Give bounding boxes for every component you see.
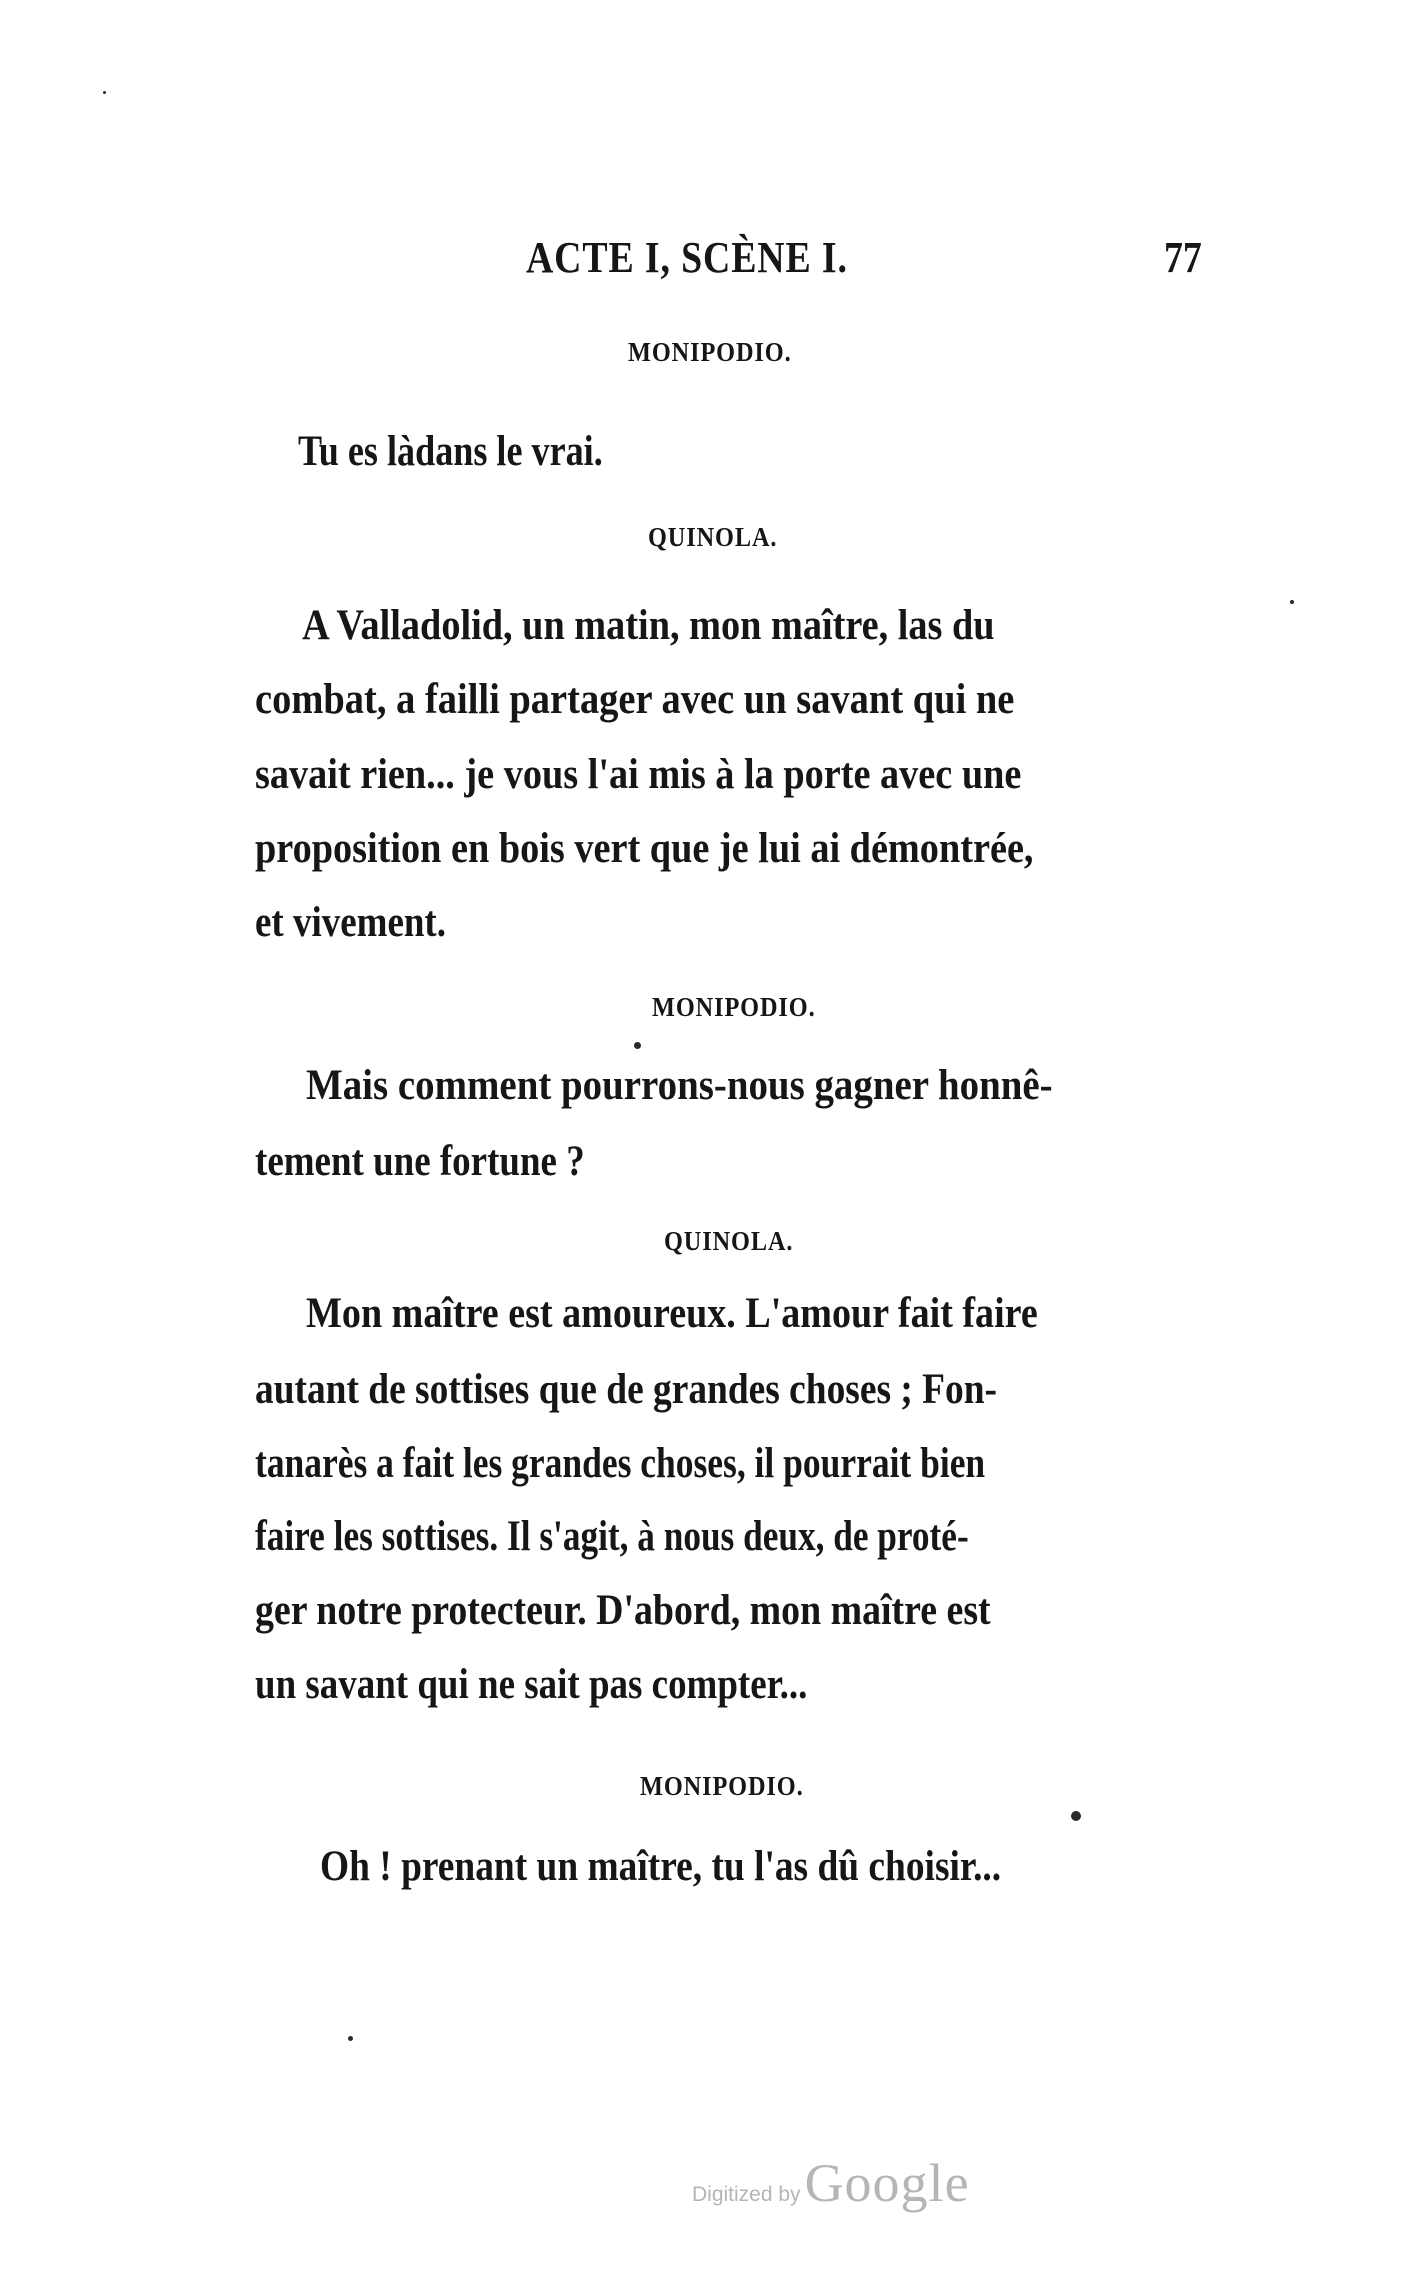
running-header: ACTE I, SCÈNE I. bbox=[526, 233, 848, 282]
ink-speck bbox=[1071, 1811, 1081, 1821]
dialogue-line: combat, a failli partager avec un savant qui ne bbox=[255, 676, 1015, 723]
page-number: 77 bbox=[1164, 233, 1202, 282]
google-logo: Google bbox=[804, 2153, 970, 2213]
dialogue-line: savait rien... je vous l'ai mis à la porte avec une bbox=[255, 751, 1022, 798]
speaker-name: QUINOLA. bbox=[648, 522, 778, 552]
speaker-name: MONIPODIO. bbox=[628, 337, 792, 367]
dialogue-line: Tu es làdans le vrai. bbox=[298, 428, 603, 475]
dialogue-line: Mais comment pourrons-nous gagner honnê- bbox=[306, 1062, 1053, 1109]
speaker-name: QUINOLA. bbox=[664, 1226, 794, 1256]
dialogue-line: ger notre protecteur. D'abord, mon maître est bbox=[255, 1587, 991, 1634]
dialogue-line: un savant qui ne sait pas compter... bbox=[255, 1661, 808, 1708]
ink-speck bbox=[634, 1042, 641, 1049]
ink-speck bbox=[1290, 600, 1294, 604]
dialogue-line: A Valladolid, un matin, mon maître, las du bbox=[302, 602, 995, 649]
dialogue-line: et vivement. bbox=[255, 899, 446, 946]
dialogue-line: tement une fortune ? bbox=[255, 1138, 585, 1185]
speaker-name: MONIPODIO. bbox=[640, 1771, 804, 1801]
dialogue-line: proposition en bois vert que je lui ai démontrée, bbox=[255, 825, 1034, 872]
ink-speck bbox=[348, 2036, 353, 2041]
dialogue-line: tanarès a fait les grandes choses, il pourrait bien bbox=[255, 1440, 986, 1487]
watermark-prefix: Digitized by bbox=[692, 2183, 801, 2206]
digitization-watermark bbox=[692, 2152, 970, 2214]
ink-speck bbox=[103, 91, 106, 94]
speaker-name: MONIPODIO. bbox=[652, 992, 816, 1022]
dialogue-line: Mon maître est amoureux. L'amour fait faire bbox=[306, 1290, 1038, 1337]
dialogue-line: Oh ! prenant un maître, tu l'as dû choisir... bbox=[320, 1843, 1002, 1890]
dialogue-line: faire les sottises. Il s'agit, à nous deux, de proté- bbox=[255, 1513, 969, 1560]
dialogue-line: autant de sottises que de grandes choses ; Fon- bbox=[255, 1366, 998, 1413]
